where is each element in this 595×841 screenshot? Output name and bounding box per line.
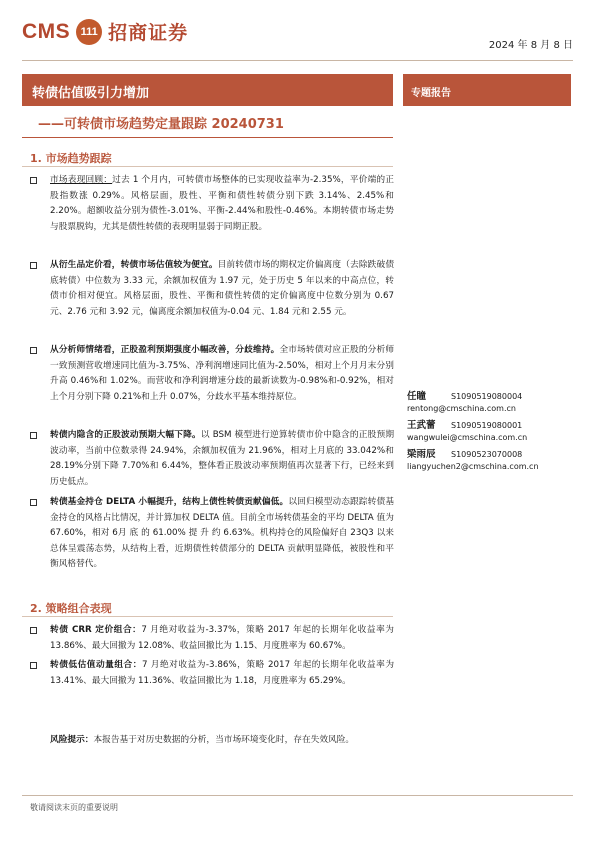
analyst-cert: S1090519080004 — [451, 392, 523, 401]
analyst-card — [407, 420, 573, 444]
paragraph-lead: 转债 CRR 定价组合： — [50, 625, 142, 635]
paragraph-derivative-pricing — [30, 258, 394, 320]
analyst-cert: S1090523070008 — [451, 450, 523, 459]
section-divider-2 — [22, 616, 393, 617]
analyst-card — [407, 449, 573, 473]
paragraph-body: 全市场转债对应正股的分析师一致预测营收增速同比值为-3.75%、净利润增速同比值为-2.50%，相对上个月月末分别升高 0.46%和 1.02%。而营收和净利润增速分歧的最新读数为-0.98%和-0.92%，相对上个月分别下降 0.21%和上升 0.07%，分歧水平基本维持原位。 — [50, 345, 395, 402]
company-logo — [22, 18, 188, 45]
report-title: 转债估值吸引力增加 — [32, 86, 150, 101]
paragraph-lead: 转债低估值动量组合： — [50, 660, 142, 670]
header-divider — [22, 60, 573, 61]
logo-mark-icon: 111 — [76, 19, 102, 45]
analyst-card — [407, 391, 573, 415]
footer-note: 敬请阅读末页的重要说明 — [30, 803, 118, 812]
risk-warning — [30, 733, 394, 749]
paragraph-analyst-sentiment — [30, 343, 394, 405]
footer-divider — [22, 795, 573, 796]
paragraph-implied-volatility — [30, 428, 394, 490]
bullet-icon — [30, 347, 37, 354]
bullet-icon — [30, 177, 37, 184]
bullet-icon — [30, 432, 37, 439]
page-header — [22, 12, 573, 58]
report-type-label: 专题报告 — [411, 88, 451, 99]
bullet-icon — [30, 627, 37, 634]
title-banner — [22, 74, 393, 106]
subtitle-divider — [22, 137, 393, 138]
paragraph-body: 7 月绝对收益为-3.86%，策略 2017 年起的长期年化收益率为 13.41%、最大回撤为 11.36%、收益回撤比为 1.18，月度胜率为 65.29%。 — [50, 660, 395, 686]
paragraph-lead: 转债内隐含的正股波动预期大幅下降。 — [50, 430, 201, 440]
logo-latin: CMS — [22, 19, 71, 43]
risk-lead: 风险提示： — [50, 735, 94, 745]
paragraph-body: 以 BSM 模型进行逆算转债市价中隐含的正股预期波动率，当前中位数录得 24.94%，余额加权值为 21.96%，相对上月底的 33.042%和 28.19%分别下降 7.70%和 6.44%，整体看正股波动率预期值再次显著下行，已经来到历史低点。 — [50, 430, 395, 487]
section-heading-2: 2. 策略组合表现 — [30, 602, 112, 615]
logo-chinese: 招商证券 — [108, 22, 189, 44]
paragraph-lead: 从分析师情绪看，正股盈利预期强度小幅改善，分歧维持。 — [50, 345, 280, 355]
paragraph-lead: 从衍生品定价看，转债市场估值较为便宜。 — [50, 260, 218, 270]
paragraph-body: 过去 1 个月内，可转债市场整体的已实现收益率为-2.35%，平价端的正股指数涨 0.29%。风格层面，股性、平衡和债性转债分别下跌 3.14%、2.45%和 2.20%。超额收益分别为债性-3.01%、平衡-2.44%和股性-0.46%。本期转债市场走势与股票脱钩，尤其是债性转债的表现明显弱于同期正股。 — [50, 175, 394, 232]
bullet-icon — [30, 262, 37, 269]
paragraph-crr-portfolio — [30, 623, 394, 654]
report-subtitle: ——可转债市场趋势定量跟踪 20240731 — [38, 117, 284, 132]
risk-body: 本报告基于对历史数据的分析，当市场环境变化时，存在失效风险。 — [93, 735, 355, 745]
analyst-name: 任瞳 — [407, 391, 427, 402]
analyst-name: 王武蕾 — [407, 420, 436, 431]
paragraph-momentum-portfolio — [30, 658, 394, 689]
analyst-email[interactable]: liangyuchen2@cmschina.com.cn — [407, 462, 539, 471]
analyst-email[interactable]: rentong@cmschina.com.cn — [407, 404, 516, 413]
bullet-icon — [30, 662, 37, 669]
section-divider-1 — [22, 166, 393, 167]
paragraph-body: 7 月绝对收益为-3.37%，策略 2017 年起的长期年化收益率为 13.86%、最大回撤为 12.08%、收益回撤比为 1.15、月度胜率为 60.67%。 — [50, 625, 394, 651]
report-date: 2024 年 8 月 8 日 — [488, 40, 573, 51]
bullet-icon — [30, 499, 37, 506]
section-heading-1: 1. 市场趋势跟踪 — [30, 152, 112, 165]
paragraph-body: 以回归模型动态跟踪转债基金持仓的风格占比情况，并计算加权 DELTA 值。目前全市场转债基金的平均 DELTA 值为 67.60%，相对 6月 底 的 61.00% 提 升 约 6.63%。机构持仓的风险偏好自 23Q3 以来总体呈震荡态势，从结构上看，近期债性转债部分的 DELTA 贡献明显降低，被股性和平衡风格替代。 — [50, 497, 395, 569]
analyst-name: 梁雨辰 — [407, 449, 436, 460]
analyst-email[interactable]: wangwulei@cmschina.com.cn — [407, 433, 528, 442]
paragraph-fund-delta — [30, 495, 394, 573]
paragraph-market-review — [30, 173, 394, 235]
paragraph-lead: 市场表现回顾： — [50, 175, 113, 185]
paragraph-body: 目前转债市场的期权定价偏离度（去除跌破债底转债）中位数为 3.33 元，余额加权值为 1.97 元，处于历史 5 年以来的中高点位，转债市价相对便宜。风格层面，股性、平衡和债性转债的定价偏离度中位数分别为 0.67 元、2.76 元和 3.92 元，偏离度余额加权值为-0.04 元、1.84 元和 2.55 元。 — [50, 260, 395, 317]
analyst-cert: S1090519080001 — [451, 421, 523, 430]
paragraph-lead: 转债基金持仓 DELTA 小幅提升，结构上债性转债贡献偏低。 — [50, 497, 289, 507]
side-banner — [403, 74, 571, 106]
